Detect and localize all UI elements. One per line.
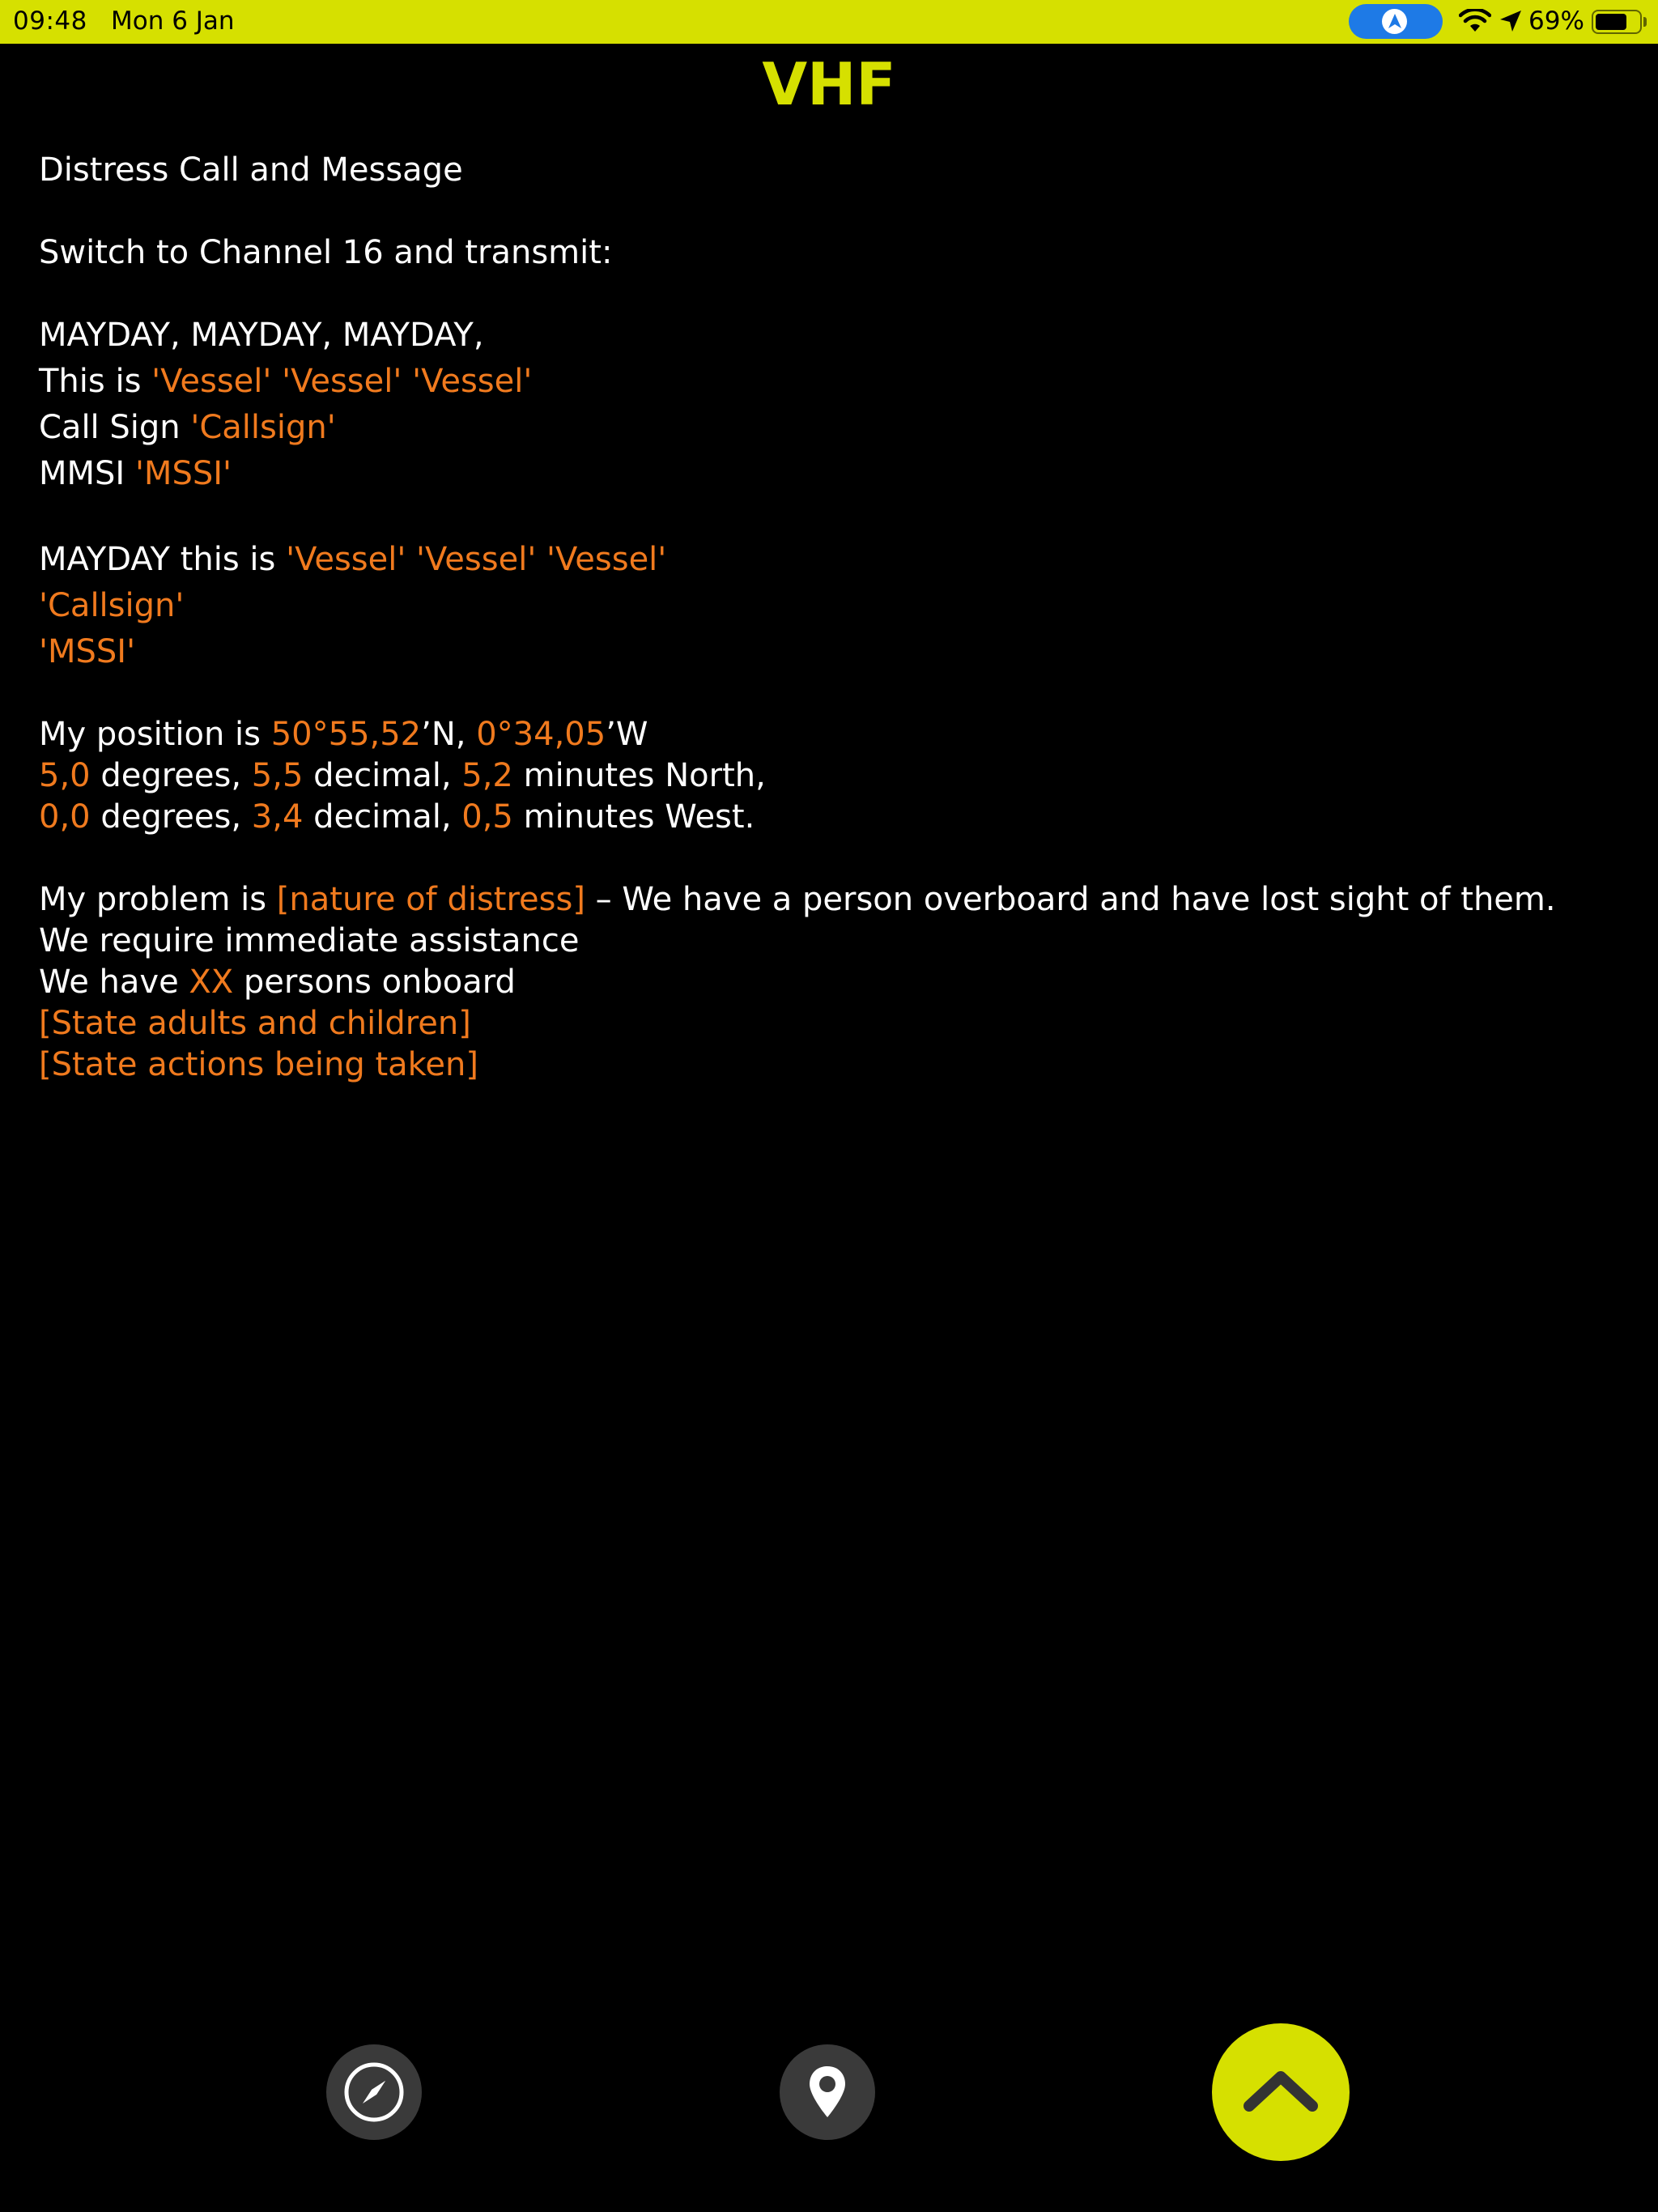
- vessel-name-placeholder-2: 'Vessel' 'Vessel' 'Vessel': [286, 541, 667, 578]
- location-arrow-icon: [1499, 10, 1522, 32]
- scroll-up-button[interactable]: [1212, 2023, 1350, 2161]
- vessel-name-placeholder: 'Vessel' 'Vessel' 'Vessel': [151, 363, 533, 400]
- status-date: Mon 6 Jan: [111, 6, 235, 36]
- mmsi-line-2: 'MSSI': [39, 633, 136, 670]
- wifi-icon: [1459, 9, 1491, 33]
- position-line: My position is 50°55,52’N, 0°34,05’W: [39, 716, 648, 753]
- compass-button[interactable]: [326, 2044, 422, 2140]
- status-bar: [0, 0, 1658, 44]
- callsign-placeholder: 'Callsign': [190, 409, 336, 446]
- problem-line: My problem is [nature of distress] – We have a person overboard and have lost sight of them.: [39, 881, 1556, 918]
- require-assistance-line: We require immediate assistance: [39, 922, 580, 959]
- north-detail-line: 5,0 degrees, 5,5 decimal, 5,2 minutes North,: [39, 757, 766, 794]
- page-title: VHF: [762, 50, 896, 118]
- navigation-arrow-icon: [1382, 9, 1407, 34]
- callsign-line-2: 'Callsign': [39, 587, 185, 624]
- mayday-line: MAYDAY, MAYDAY, MAYDAY,: [39, 317, 484, 354]
- persons-line: We have XX persons onboard: [39, 963, 516, 1001]
- battery-level: [1596, 14, 1626, 30]
- message-heading: Distress Call and Message: [39, 151, 463, 189]
- map-pin-icon: [780, 2044, 875, 2140]
- battery-percentage: 69%: [1528, 6, 1584, 36]
- mmsi-placeholder: 'MSSI': [134, 455, 232, 492]
- adults-children-placeholder: [State adults and children]: [39, 1005, 471, 1042]
- instruction-line: Switch to Channel 16 and transmit:: [39, 234, 613, 271]
- battery-icon: [1592, 10, 1642, 34]
- distress-message: [39, 150, 1650, 1086]
- persons-count-placeholder: XX: [189, 963, 234, 1001]
- call-sign-line: Call Sign 'Callsign': [39, 409, 336, 446]
- nature-of-distress-placeholder: [nature of distress]: [276, 881, 585, 918]
- chevron-up-icon: [1212, 2023, 1350, 2161]
- battery-cap: [1643, 17, 1647, 27]
- mmsi-line: MMSI 'MSSI': [39, 455, 232, 492]
- status-time: 09:48: [13, 6, 87, 36]
- latitude-value: 50°55,52: [270, 716, 422, 753]
- longitude-value: 0°34,05: [476, 716, 606, 753]
- west-detail-line: 0,0 degrees, 3,4 decimal, 0,5 minutes West.: [39, 798, 755, 836]
- navigation-pill-icon[interactable]: [1349, 4, 1443, 39]
- map-pin-button[interactable]: [780, 2044, 875, 2140]
- compass-icon: [326, 2044, 422, 2140]
- this-is-line: This is 'Vessel' 'Vessel' 'Vessel': [39, 363, 533, 400]
- actions-placeholder: [State actions being taken]: [39, 1046, 478, 1083]
- mayday-this-is-line: MAYDAY this is 'Vessel' 'Vessel' 'Vessel': [39, 541, 667, 578]
